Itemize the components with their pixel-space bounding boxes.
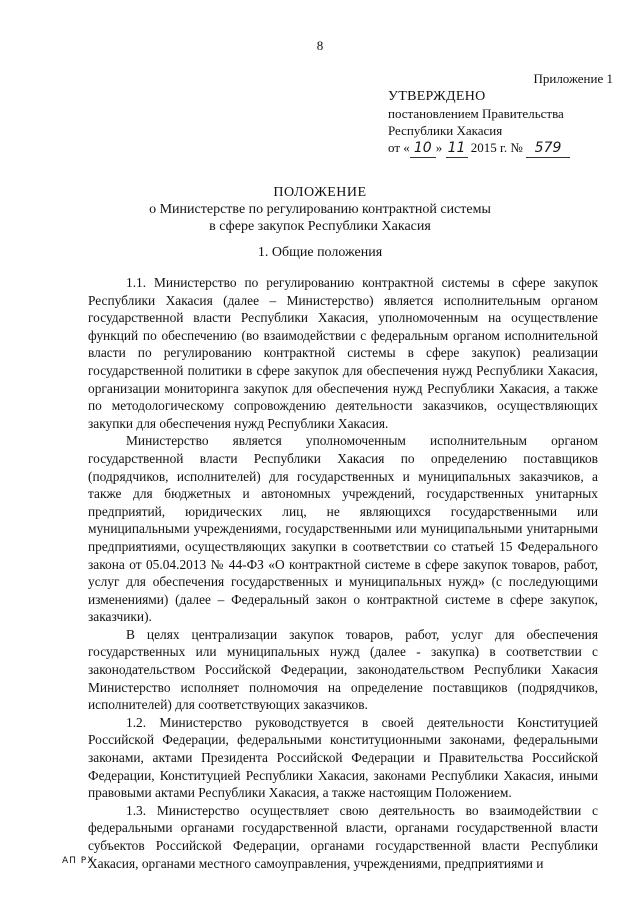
date-prefix: от « — [388, 140, 410, 155]
paragraph: Министерство является уполномоченным исполнительным органом государственной власти Республики Хакасия по определению поставщиков (подрядчиков, исполнителей) для государственных и муниципальных заказчиков, а также для бюджетных и автономных учреждений, государственных унитарных предприятий, юридических лиц, не являющихся государственными или муниципальными учреждениями, государственными или муниципальными унитарными предприятиями, осуществляющих закупки в соответствии со статьей 15 Федерального закона от 05.04.2013 № 44-ФЗ «О контрактной системе в сфере закупок товаров, работ, услуг для обеспечения государственных и муниципальных нужд» (с последующими изменениями) (далее – Федеральный закон о контрактной системе в сфере закупок, заказчики). — [88, 433, 598, 625]
paragraph: В целях централизации закупок товаров, работ, услуг для обеспечения государственных или муниципальных нужд (далее - закупка) в соответствии с законодательством Российской Федерации, законодательством Республики Хакасия Министерство исполняет полномочия на определение поставщиков (подрядчиков, исполнителей) для соответствующих заказчиков. — [88, 626, 598, 713]
approval-line-1: постановлением Правительства — [388, 106, 564, 121]
title-line-1: о Министерстве по регулированию контрактной системы — [149, 202, 491, 217]
handwritten-month: 11 — [446, 140, 468, 158]
paragraph: 1.2. Министерство руководствуется в своей деятельности Конституцией Российской Федерации, федеральными конституционными законами, федеральными законами, актами Президента Российской Федерации и Правительства Российской Федерации, Конституцией Республики Хакасия, законами Республики Хакасия, иными правовыми актами Республики Хакасия, а также настоящим Положением. — [88, 714, 598, 801]
paragraph: 1.1. Министерство по регулированию контрактной системы в сфере закупок Республики Хакасия (далее – Министерство) является исполнительным органом государственной власти Республики Хакасия, уполномоченным на осуществление функций по обеспечению (во взаимодействии с федеральным органом исполнительной власти по регулированию контрактной системы в сфере закупок) реализации государственной политики в сфере закупок для обеспечения нужд Республики Хакасия, организации мониторинга закупок для обеспечения нужд Республики Хакасия, а также по методологическому сопровождению деятельности заказчиков, осуществляющих закупки для обеспечения нужд Республики Хакасия. — [88, 275, 598, 431]
document-body — [88, 274, 598, 872]
date-mid: » — [435, 140, 443, 155]
date-year: 2015 г. № — [470, 140, 523, 155]
title-main: ПОЛОЖЕНИЕ — [273, 185, 367, 200]
page-number: 8 — [316, 38, 324, 53]
section-heading: 1. Общие положения — [257, 245, 383, 260]
title-line-2: в сфере закупок Республики Хакасия — [209, 219, 431, 234]
approved-stamp-text: УТВЕРЖДЕНО — [388, 89, 486, 104]
document-title — [0, 184, 640, 235]
approval-line-2: Республики Хакасия — [388, 123, 503, 138]
paragraph: 1.3. Министерство осуществляет свою деятельность во взаимодействии с федеральными органами государственной власти, органами государственной власти субъектов Российской Федерации, органами государственной власти Республики Хакасия, органами местного самоуправления, учреждениями, предприятиями и — [88, 802, 598, 871]
approval-date-line — [388, 139, 613, 158]
appendix-label: Приложение 1 — [533, 71, 613, 86]
footer-code: АП РХ — [62, 856, 95, 866]
handwritten-day: 10 — [410, 140, 436, 158]
handwritten-decree-number: 579 — [526, 140, 570, 158]
approval-block — [388, 70, 613, 158]
